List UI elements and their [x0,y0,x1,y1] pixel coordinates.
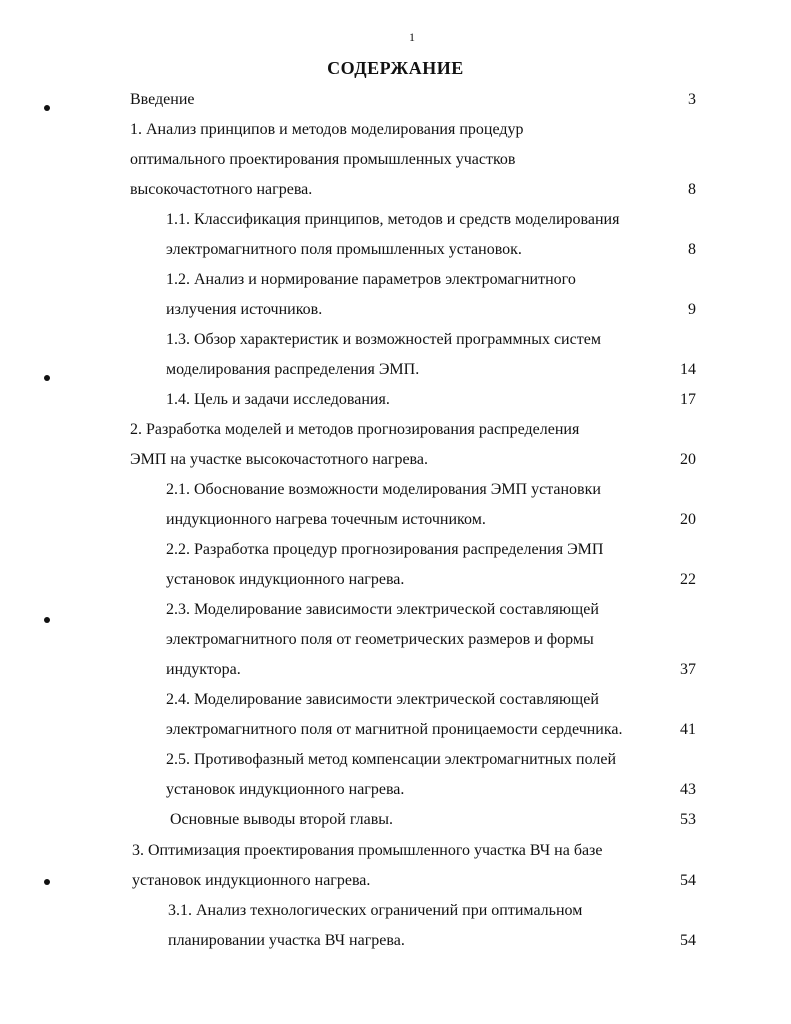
toc-entry-text: 1.1. Классификация принципов, методов и средств моделирования [166,211,620,228]
toc-entry-text: оптимального проектирования промышленных участков [130,151,516,168]
toc-entry-page: 22 [680,571,696,588]
toc-entry-text: высокочастотного нагрева. [130,181,313,198]
margin-dot [44,375,50,381]
toc-entry-page: 8 [688,241,696,258]
toc-entry-page: 20 [680,511,696,528]
toc-entry-text: 1.4. Цель и задачи исследования. [166,391,390,408]
margin-dot [44,105,50,111]
toc-entry-text: 3. Оптимизация проектирования промышленного участка ВЧ на базе [132,842,603,859]
toc-entry-text: ЭМП на участке высокочастотного нагрева. [130,451,428,468]
toc-entry-text: электромагнитного поля промышленных установок. [166,241,522,258]
margin-dot [44,879,50,885]
toc-entry-text: Введение [130,91,195,108]
toc-entry-page: 37 [680,661,696,678]
toc-entry-text: 2.4. Моделирование зависимости электрической составляющей [166,691,599,708]
toc-entry-page: 9 [688,301,696,318]
toc-entry-page: 14 [680,361,696,378]
toc-entry-text: 2.2. Разработка процедур прогнозирования распределения ЭМП [166,541,604,558]
toc-entry-page: 41 [680,721,696,738]
toc-entry-text: 1.2. Анализ и нормирование параметров электромагнитного [166,271,576,288]
toc-entry-text: индукционного нагрева точечным источником. [166,511,486,528]
toc-entry-text: установок индукционного нагрева. [166,571,405,588]
toc-entry-page: 17 [680,391,696,408]
toc-entry-text: планировании участка ВЧ нагрева. [168,932,405,949]
toc-entry-page: 54 [680,872,696,889]
toc-entry-text: моделирования распределения ЭМП. [166,361,420,378]
toc-entry-text: электромагнитного поля от геометрических размеров и формы [166,631,594,648]
toc-entry-text: 2. Разработка моделей и методов прогнозирования распределения [130,421,580,438]
toc-entry-text: 2.3. Моделирование зависимости электрической составляющей [166,601,599,618]
margin-dot [44,617,50,623]
toc-entry-text: 2.1. Обоснование возможности моделирования ЭМП установки [166,481,601,498]
page-title: СОДЕРЖАНИЕ [327,58,464,78]
toc-entry-text: установок индукционного нагрева. [166,781,405,798]
toc-entry-page: 8 [688,181,696,198]
toc-entry-text: индуктора. [166,661,241,678]
toc-entry-page: 3 [688,91,696,108]
toc-entry-text: 2.5. Противофазный метод компенсации электромагнитных полей [166,751,617,768]
page-number: 1 [409,30,415,44]
toc-entry-text: излучения источников. [166,301,323,318]
toc-entry-text: электромагнитного поля от магнитной проницаемости сердечника. [166,721,623,738]
toc-entry-text: 1.3. Обзор характеристик и возможностей программных систем [166,331,601,348]
toc-entry-text: Основные выводы второй главы. [170,811,394,828]
toc-entry-page: 53 [680,811,696,828]
toc-entry-page: 20 [680,451,696,468]
toc-entry-page: 43 [680,781,696,798]
toc-entry-page: 54 [680,932,696,949]
toc-entry-text: 1. Анализ принципов и методов моделирования процедур [130,121,524,138]
toc-entry-text: 3.1. Анализ технологических ограничений при оптимальном [168,902,583,919]
toc-entry-text: установок индукционного нагрева. [132,872,371,889]
